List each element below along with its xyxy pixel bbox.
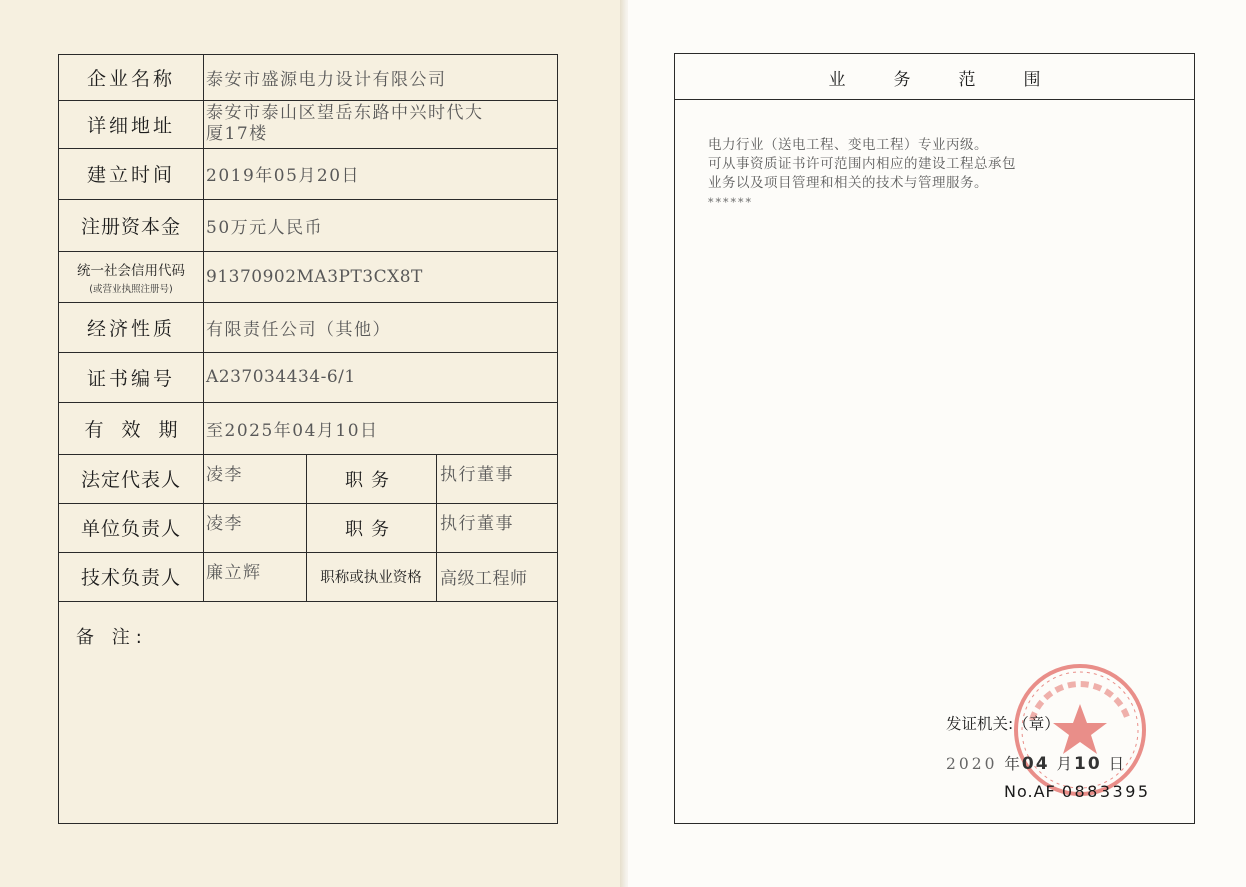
unit-head-name: 凌李 [206, 514, 243, 534]
economic-nature-label: 经济性质 [86, 317, 175, 340]
technical-head-name: 廉立辉 [206, 563, 262, 583]
legal-representative-title: 执行董事 [440, 465, 514, 485]
address-line-1: 泰安市泰山区望岳东路中兴时代大 [206, 103, 484, 123]
business-scope-text [708, 136, 1168, 212]
established-label: 建立时间 [86, 164, 175, 186]
address-line-2: 厦17楼 [206, 124, 268, 144]
issue-month-unit: 月 [1056, 755, 1075, 773]
business-scope-header [676, 55, 1193, 99]
issue-day-unit: 日 [1108, 755, 1127, 773]
certificate-number-label: 证书编号 [86, 367, 175, 390]
economic-nature-value: 有限责任公司（其他） [206, 319, 391, 340]
credit-code-value: 91370902MA3PT3CX8T [206, 266, 423, 287]
issue-day: 10 [1074, 754, 1102, 774]
validity-value: 至2025年04月10日 [206, 420, 379, 441]
registered-capital-label: 注册资本金 [80, 215, 181, 238]
scope-line-1: 电力行业（送电工程、变电工程）专业丙级。 [708, 137, 988, 153]
established-value: 2019年05月20日 [206, 166, 361, 186]
issue-year-unit: 年 [1004, 755, 1022, 773]
scope-line-3: 业务以及项目管理和相关的技术与管理服务。 [708, 175, 988, 191]
credit-code-label-main: 统一社会信用代码 [77, 262, 185, 279]
scope-line-2: 可从事资质证书许可范围内相应的建设工程总承包 [708, 156, 1016, 172]
serial-digits: 0883395 [1061, 782, 1151, 801]
technical-head-title: 高级工程师 [440, 569, 528, 589]
company-name-value: 泰安市盛源电力设计有限公司 [206, 69, 447, 90]
issue-month: 04 [1021, 754, 1050, 774]
remarks-label: 备 注: [76, 627, 148, 648]
certificate-number-value: A237034434-6/1 [206, 367, 356, 387]
serial-prefix: No.AF [1004, 782, 1056, 801]
unit-head-title: 执行董事 [440, 514, 514, 534]
technical-head-title-label: 职称或执业资格 [320, 570, 422, 586]
address-value [206, 100, 484, 148]
technical-head-label: 技术负责人 [80, 567, 181, 589]
scope-end-marker: ****** [708, 196, 753, 209]
issue-date [946, 752, 1126, 774]
unit-head-label: 单位负责人 [80, 518, 181, 540]
legal-representative-title-label: 职务 [345, 469, 397, 491]
issue-year: 2020 [946, 755, 998, 773]
address-label: 详细地址 [86, 114, 175, 137]
credit-code-label-sub: (或营业执照注册号) [89, 283, 173, 295]
legal-representative-label: 法定代表人 [80, 469, 181, 491]
company-name-label: 企业名称 [86, 67, 175, 90]
business-scope-title: 业务范围 [828, 69, 1089, 90]
credit-code-label [58, 251, 204, 302]
validity-label: 有效期 [84, 418, 196, 441]
unit-head-title-label: 职务 [345, 518, 397, 540]
serial-number [1004, 782, 1151, 801]
registered-capital-value: 50万元人民币 [206, 217, 324, 238]
issuing-authority: 发证机关:（章） [946, 715, 1060, 733]
legal-representative-name: 凌李 [206, 465, 243, 485]
